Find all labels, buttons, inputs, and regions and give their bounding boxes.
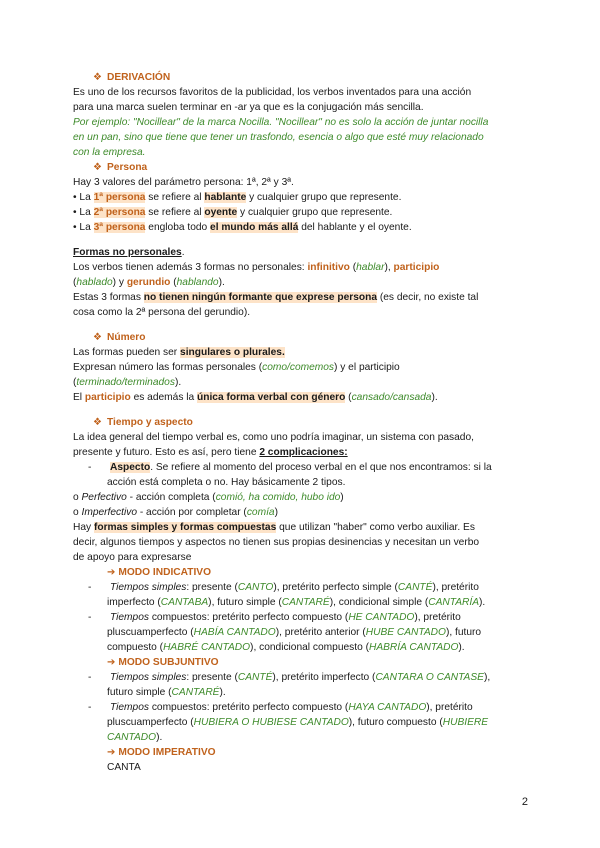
list-item-continuation: futuro simple (CANTARÉ). <box>107 687 226 698</box>
diamond-bullet-icon: ❖ <box>93 332 103 343</box>
paragraph-line: La idea general del tiempo verbal es, como uno podría imaginar, un sistema con pasado, <box>73 432 474 443</box>
diamond-bullet-icon: ❖ <box>93 417 103 428</box>
list-item: - Tiempos simples: presente (CANTO), pretérito perfecto simple (CANTÉ), pretérito <box>88 582 479 593</box>
list-item: • La 2ª persona se refiere al oyente y cualquier grupo que represente. <box>73 207 393 218</box>
paragraph-line: para una marca suelen terminar en -ar ya que es la conjugación más sencilla. <box>73 102 424 113</box>
list-item: - Aspecto. Se refiere al momento del proceso verbal en el que nos encontramos: si la <box>88 462 492 473</box>
example-line: en un pan, sino que tiene que tener un trasfondo, esencia o algo que esté muy relacionado <box>73 132 484 143</box>
mode-heading-subjuntivo: ➔ MODO SUBJUNTIVO <box>107 657 219 668</box>
arrow-right-icon: ➔ <box>107 567 116 578</box>
arrow-right-icon: ➔ <box>107 747 116 758</box>
mode-heading-indicativo: ➔ MODO INDICATIVO <box>107 567 212 578</box>
section-heading-tiempo: ❖ Tiempo y aspecto <box>93 417 193 428</box>
list-item: - Tiempos simples: presente (CANTÉ), pretérito imperfecto (CANTARA O CANTASE), <box>88 672 491 683</box>
example-line: Por ejemplo: "Nocillear" de la marca Nocilla. "Nocillear" no es solo la acción de juntar nocilla <box>73 117 489 128</box>
list-item: o Perfectivo - acción completa (comió, ha comido, hubo ido) <box>73 492 344 503</box>
section-heading-numero: ❖ Número <box>93 332 146 343</box>
list-item-continuation: pluscuamperfecto (HUBIERA O HUBIESE CANTADO), futuro compuesto (HUBIERE <box>107 717 489 728</box>
list-item-continuation: CANTADO). <box>107 732 163 743</box>
arrow-right-icon: ➔ <box>107 657 116 668</box>
list-item-continuation: compuesto (HABRÉ CANTADO), condicional compuesto (HABRÍA CANTADO). <box>107 642 465 653</box>
list-item: - Tiempos compuestos: pretérito perfecto compuesto (HE CANTADO), pretérito <box>88 612 461 623</box>
section-heading-derivacion: ❖ DERIVACIÓN <box>93 72 171 83</box>
example-line: con la empresa. <box>73 147 146 158</box>
paragraph-line: Hay formas simples y formas compuestas que utilizan "haber" como verbo auxiliar. Es <box>73 522 475 533</box>
paragraph-line: Estas 3 formas no tienen ningún formante que exprese persona (es decir, no existe tal <box>73 292 479 303</box>
list-item-continuation: acción está completa o no. Hay básicamente 2 tipos. <box>107 477 346 488</box>
list-item: o Imperfectivo - acción por completar (comía) <box>73 507 278 518</box>
page-number: 2 <box>521 796 528 808</box>
document-page <box>73 70 533 775</box>
paragraph-line: Hay 3 valores del parámetro persona: 1ª, 2ª y 3ª. <box>73 177 294 188</box>
section-heading-formas: Formas no personales. <box>73 247 185 258</box>
section-heading-persona: ❖ Persona <box>93 162 148 173</box>
paragraph-line: Los verbos tienen además 3 formas no personales: infinitivo (hablar), participio <box>73 262 440 273</box>
list-item: • La 3ª persona engloba todo el mundo más allá del hablante y el oyente. <box>73 222 412 233</box>
paragraph-line: decir, algunos tiempos y aspectos no tienen sus propias desinencias y necesitan un verbo <box>73 537 480 548</box>
paragraph-line: presente y futuro. Esto es así, pero tiene 2 complicaciones: <box>73 447 348 458</box>
list-item-continuation: imperfecto (CANTABA), futuro simple (CANTARÉ), condicional simple (CANTARÍA). <box>107 597 486 608</box>
imperativo-value: CANTA <box>107 762 141 773</box>
paragraph-line: cosa como la 2ª persona del gerundio). <box>73 307 251 318</box>
paragraph-line: (hablado) y gerundio (hablando). <box>73 277 225 288</box>
paragraph-line: (terminado/terminados). <box>73 377 182 388</box>
mode-heading-imperativo: ➔ MODO IMPERATIVO <box>107 747 216 758</box>
list-item: - Tiempos compuestos: pretérito perfecto compuesto (HAYA CANTADO), pretérito <box>88 702 473 713</box>
list-item-continuation: pluscuamperfecto (HABÍA CANTADO), pretérito anterior (HUBE CANTADO), futuro <box>107 627 482 638</box>
diamond-bullet-icon: ❖ <box>93 162 103 173</box>
diamond-bullet-icon: ❖ <box>93 72 103 83</box>
paragraph-line: Las formas pueden ser singulares o plurales. <box>73 347 285 358</box>
paragraph-line: de apoyo para expresarse <box>73 552 192 563</box>
paragraph-line: El participio es además la única forma verbal con género (cansado/cansada). <box>73 392 438 403</box>
paragraph-line: Expresan número las formas personales (como/comemos) y el participio <box>73 362 400 373</box>
paragraph-line: Es uno de los recursos favoritos de la publicidad, los verbos inventados para una acción <box>73 87 472 98</box>
list-item: • La 1ª persona se refiere al hablante y cualquier grupo que represente. <box>73 192 402 203</box>
